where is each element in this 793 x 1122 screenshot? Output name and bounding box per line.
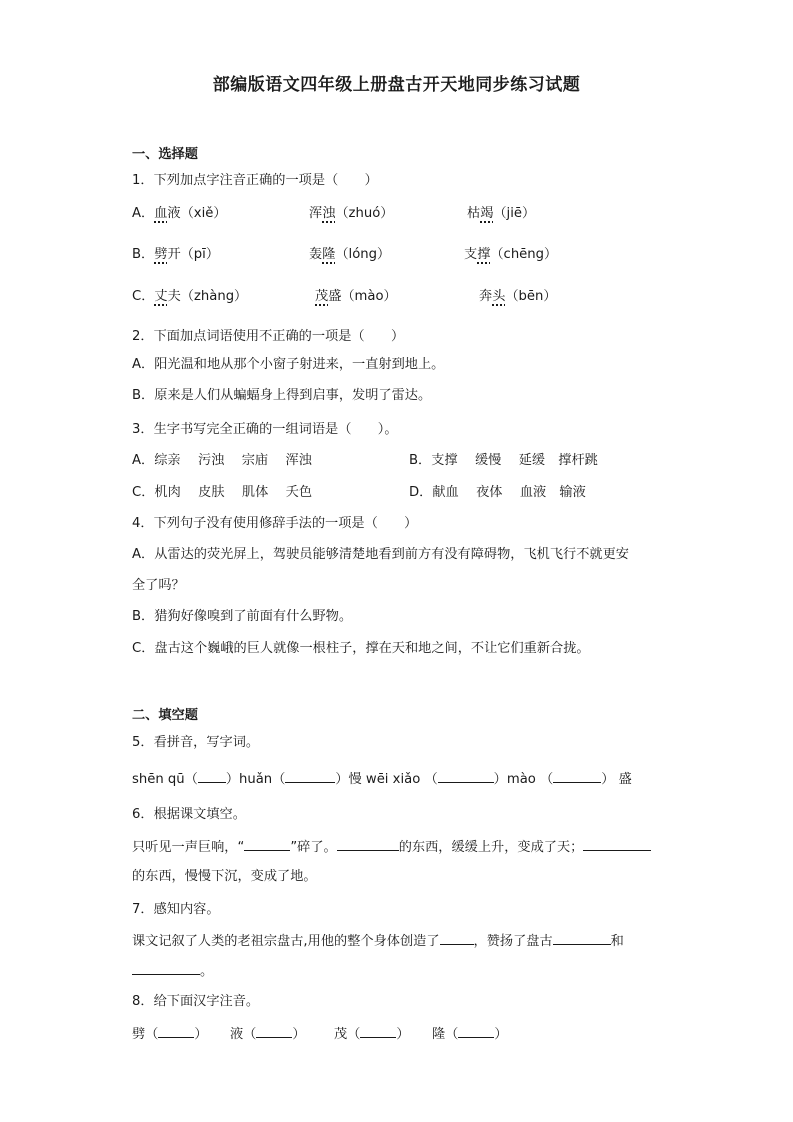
question-4-option-c: C．盘古这个巍峨的巨人就像一根柱子，撑在天和地之间，不让它们重新合拢。 [132, 641, 590, 656]
q3-option-b: B．支撑 缓慢 延缓 撑杆跳 [409, 453, 598, 468]
q8-close: ） [194, 1027, 208, 1042]
q7-text-1: 课文记叙了人类的老祖宗盘古,用他的整个身体创造了 [132, 934, 440, 949]
dotted-char: 血 [154, 206, 168, 221]
question-2-option-b: B．原来是人们从蝙蝠身上得到启事，发明了雷达。 [132, 388, 432, 403]
question-4-option-a-line-2: 全了吗？ [132, 578, 185, 593]
answer-blank[interactable] [285, 770, 335, 783]
q8-char: 隆（ [432, 1027, 459, 1042]
answer-blank[interactable] [583, 838, 651, 851]
question-5-blanks [132, 770, 632, 789]
answer-blank[interactable] [440, 932, 474, 945]
q6-text-1: 只听见一声巨响，“ [132, 840, 245, 855]
dotted-char: 劈 [154, 247, 168, 262]
dotted-char: 撑 [477, 247, 491, 262]
q6-text-2: ”碎了。 [290, 840, 337, 855]
question-2-stem: 2．下面加点词语使用不正确的一项是（ ） [132, 329, 405, 344]
dotted-char: 隆 [322, 247, 336, 262]
q8-char: 茂（ [334, 1027, 361, 1042]
question-6-line-1 [132, 838, 651, 857]
q8-item-4 [432, 1025, 508, 1044]
question-1-stem: 1．下列加点字注音正确的一项是（ ） [132, 173, 378, 188]
q8-close: ） [494, 1027, 508, 1042]
q7-text-2: ，赞扬了盘古 [473, 934, 553, 949]
answer-blank[interactable] [438, 770, 494, 783]
q1-option-b-3: 支撑（chēng） [464, 247, 558, 262]
q8-item-3 [334, 1025, 410, 1044]
q7-text-4: 。 [200, 964, 214, 979]
q5-pinyin-4: ）mào （ [493, 772, 554, 787]
q3-option-a: A．综亲 污浊 宗庙 浑浊 [132, 453, 312, 468]
dotted-char: 茂 [315, 289, 329, 304]
answer-blank[interactable] [360, 1025, 396, 1038]
q8-close: ） [396, 1027, 410, 1042]
answer-blank[interactable] [337, 838, 399, 851]
answer-blank[interactable] [553, 770, 601, 783]
question-4-option-b: B．猎狗好像嗅到了前面有什么野物。 [132, 609, 353, 624]
dotted-char: 头 [492, 289, 506, 304]
q8-item-2 [230, 1025, 306, 1044]
section-heading-choice: 一、选择题 [132, 147, 198, 162]
answer-blank[interactable] [553, 932, 611, 945]
answer-blank[interactable] [244, 838, 290, 851]
q1-option-a-2: 浑浊（zhuó） [309, 206, 394, 221]
q8-char: 劈（ [132, 1027, 159, 1042]
q5-pinyin-5: ） 盛 [601, 772, 632, 787]
answer-blank[interactable] [198, 770, 226, 783]
q8-item-1 [132, 1025, 208, 1044]
q5-pinyin-1: shēn qū（ [132, 772, 198, 787]
question-7-stem: 7．感知内容。 [132, 902, 220, 917]
question-4-option-a-line-1: A．从雷达的荧光屏上，驾驶员能够清楚地看到前方有没有障碍物，飞机飞行不就更安 [132, 547, 629, 562]
q1-option-b-1: B．劈开（pī） [132, 247, 220, 262]
dotted-char: 竭 [480, 206, 494, 221]
section-heading-fill: 二、填空题 [132, 708, 198, 723]
q5-pinyin-3: ）慢 wēi xiǎo （ [335, 772, 438, 787]
q7-text-3: 和 [610, 934, 624, 949]
q8-close: ） [292, 1027, 306, 1042]
answer-blank[interactable] [256, 1025, 292, 1038]
question-7-line-1 [132, 932, 624, 951]
q3-option-d: D．献血 夜体 血液 输液 [409, 485, 586, 500]
q1-option-a-3: 枯竭（jiē） [467, 206, 536, 221]
q6-text-3: 的东西，缓缓上升，变成了天； [398, 840, 584, 855]
q1-option-c-3: 奔头（bēn） [479, 289, 557, 304]
q1-option-b-2: 轰隆（lóng） [309, 247, 391, 262]
q1-option-a-1: A．血液（xiě） [132, 206, 227, 221]
answer-blank[interactable] [458, 1025, 494, 1038]
dotted-char: 丈 [154, 289, 168, 304]
answer-blank[interactable] [132, 962, 200, 975]
question-6-stem: 6．根据课文填空。 [132, 807, 246, 822]
question-4-stem: 4．下列句子没有使用修辞手法的一项是（ ） [132, 516, 418, 531]
q5-pinyin-2: ）huǎn（ [225, 772, 286, 787]
question-2-option-a: A．阳光温和地从那个小窗子射进来，一直射到地上。 [132, 357, 445, 372]
question-6-line-2: 的东西，慢慢下沉，变成了地。 [132, 869, 317, 884]
page-title: 部编版语文四年级上册盘古开天地同步练习试题 [212, 75, 581, 95]
question-3-stem: 3．生字书写完全正确的一组词语是（ ）。 [132, 422, 398, 437]
question-7-line-2 [132, 962, 213, 981]
q1-option-c-2: 茂盛（mào） [315, 289, 397, 304]
question-5-stem: 5．看拼音，写字词。 [132, 735, 260, 750]
q8-char: 液（ [230, 1027, 257, 1042]
answer-blank[interactable] [158, 1025, 194, 1038]
q1-option-c-1: C．丈夫（zhàng） [132, 289, 248, 304]
question-8-stem: 8．给下面汉字注音。 [132, 994, 260, 1009]
dotted-char: 浊 [322, 206, 336, 221]
q3-option-c: C．机肉 皮肤 肌体 夭色 [132, 485, 313, 500]
